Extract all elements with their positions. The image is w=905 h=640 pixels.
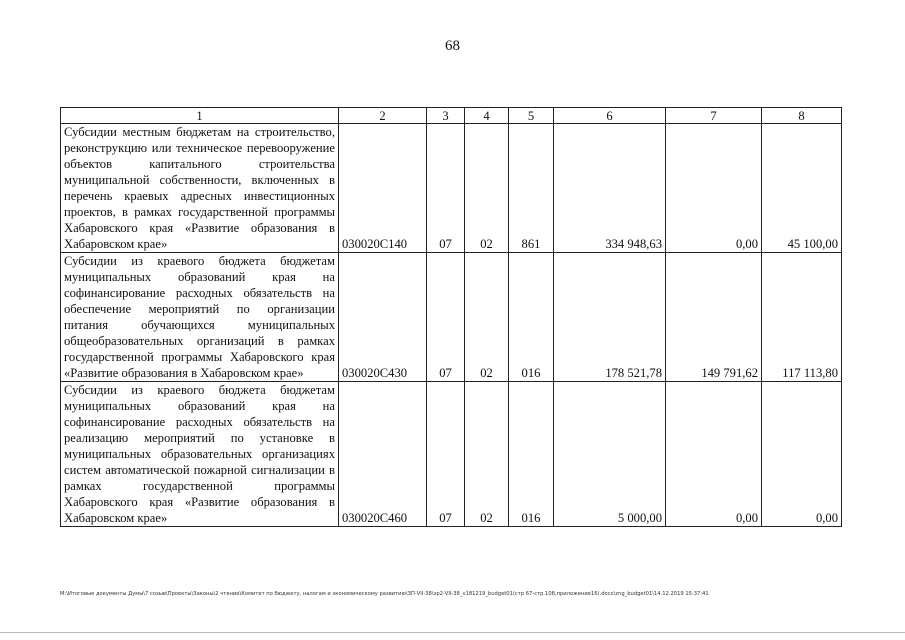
amount-col7: 0,00 <box>666 382 762 527</box>
amount-col8: 0,00 <box>762 382 842 527</box>
column-header: 1 <box>61 108 339 124</box>
target-code: 030020С140 <box>339 124 427 253</box>
scan-edge-divider <box>0 632 905 633</box>
row-description: Субсидии из краевого бюджета бюджетам муниципальных образований края на софинансирование расходных обязательств на обеспечение мероприятий по организации питания обучающихся муниципальных общеобразовательных организаций в рамках государственной программы Хабаровского края «Развитие образования в Хабаровском крае» <box>61 253 339 382</box>
target-code: 030020С460 <box>339 382 427 527</box>
section-code: 07 <box>427 382 465 527</box>
column-header: 8 <box>762 108 842 124</box>
amount-col7: 0,00 <box>666 124 762 253</box>
expense-type-code: 861 <box>509 124 554 253</box>
page-number: 68 <box>445 38 460 54</box>
table-row <box>61 253 842 382</box>
section-code: 07 <box>427 253 465 382</box>
budget-table <box>60 107 842 527</box>
amount-col6: 334 948,63 <box>554 124 666 253</box>
row-description: Субсидии местным бюджетам на строительство, реконструкцию или техническое перевооружение объектов капитального строительства муниципальной собственности, включенных в перечень краевых адресных инвестиционных проектов, в рамках государственной программы Хабаровского края «Развитие образования в Хабаровском крае» <box>61 124 339 253</box>
expense-type-code: 016 <box>509 253 554 382</box>
subsection-code: 02 <box>465 382 509 527</box>
column-header: 4 <box>465 108 509 124</box>
subsection-code: 02 <box>465 253 509 382</box>
column-header: 6 <box>554 108 666 124</box>
amount-col8: 117 113,80 <box>762 253 842 382</box>
subsection-code: 02 <box>465 124 509 253</box>
amount-col8: 45 100,00 <box>762 124 842 253</box>
amount-col6: 178 521,78 <box>554 253 666 382</box>
expense-type-code: 016 <box>509 382 554 527</box>
section-code: 07 <box>427 124 465 253</box>
column-header: 3 <box>427 108 465 124</box>
table-row <box>61 382 842 527</box>
column-header: 5 <box>509 108 554 124</box>
target-code: 030020С430 <box>339 253 427 382</box>
row-description: Субсидии из краевого бюджета бюджетам муниципальных образований края на софинансирование расходных обязательств на реализацию мероприятий по установке в муниципальных образовательных организациях систем автоматической пожарной сигнализации в рамках государственной программы Хабаровского края «Развитие образования в Хабаровском крае» <box>61 382 339 527</box>
column-header: 7 <box>666 108 762 124</box>
table-row <box>61 124 842 253</box>
amount-col6: 5 000,00 <box>554 382 666 527</box>
table-header-row <box>61 108 842 124</box>
column-header: 2 <box>339 108 427 124</box>
amount-col7: 149 791,62 <box>666 253 762 382</box>
document-path-footer: М:\Итоговые документы Думы\7 созыв\Проекты\Законы\2 чтение\Комитет по бюджету, налогам и экономическому развитию\ЗП-VII-38\зр2-VII-38_v181219_budget01(стр 67-стр.108,приложение16).docx\zng_budget01\14.12.2019 15:37:41 <box>60 591 709 597</box>
